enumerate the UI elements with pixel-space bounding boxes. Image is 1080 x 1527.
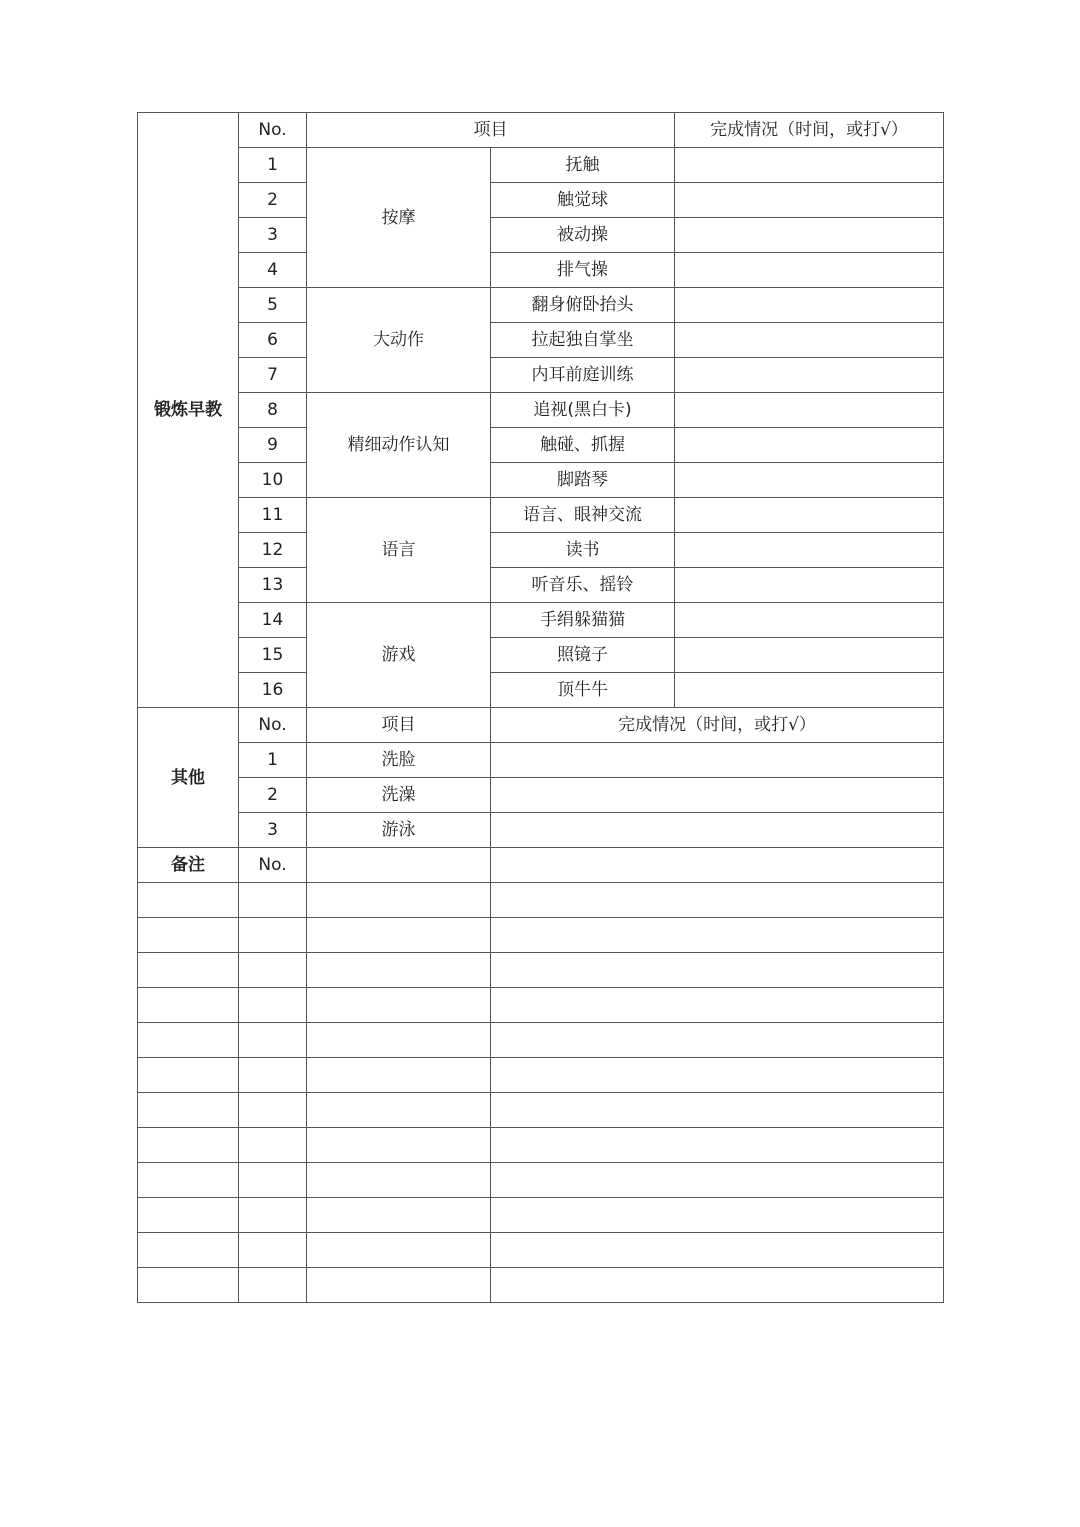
blank-cell-content[interactable] [491,953,944,988]
table-row [138,533,944,568]
blank-cell-section[interactable] [138,883,239,918]
table-row [138,813,944,848]
blank-note-row [138,1128,944,1163]
blank-cell-item[interactable] [307,1268,491,1303]
column-header-item: 项目 [307,708,491,743]
activity-cell: 追视(黑白卡) [491,393,675,428]
completion-cell[interactable] [491,778,944,813]
blank-cell-section[interactable] [138,1128,239,1163]
blank-cell-no[interactable] [239,1233,307,1268]
blank-note-row [138,1163,944,1198]
blank-cell-section[interactable] [138,1268,239,1303]
completion-cell[interactable] [675,533,944,568]
blank-cell-content[interactable] [491,1023,944,1058]
category-cell: 语言 [307,498,491,603]
blank-cell-section[interactable] [138,1198,239,1233]
activity-cell: 顶牛牛 [491,673,675,708]
notes-blank-rows [138,883,944,1303]
activity-cell: 读书 [491,533,675,568]
row-number: 6 [239,323,307,358]
row-number: 3 [239,218,307,253]
activity-cell: 抚触 [491,148,675,183]
notes-item-cell[interactable] [307,848,491,883]
training-header-row [138,113,944,148]
blank-cell-content[interactable] [491,988,944,1023]
blank-cell-section[interactable] [138,918,239,953]
table-row [138,778,944,813]
blank-cell-item[interactable] [307,953,491,988]
blank-note-row [138,1233,944,1268]
blank-cell-no[interactable] [239,1058,307,1093]
blank-cell-item[interactable] [307,1023,491,1058]
table-row [138,428,944,463]
table-row [138,253,944,288]
table-row [138,358,944,393]
blank-cell-no[interactable] [239,1128,307,1163]
table-row [138,288,944,323]
column-header-no: No. [239,708,307,743]
activity-cell: 排气操 [491,253,675,288]
table-row [138,673,944,708]
blank-note-row [138,883,944,918]
completion-cell[interactable] [675,218,944,253]
blank-cell-no[interactable] [239,1268,307,1303]
blank-cell-no[interactable] [239,988,307,1023]
blank-cell-item[interactable] [307,1163,491,1198]
other-header-row [138,708,944,743]
completion-cell[interactable] [675,673,944,708]
completion-cell[interactable] [675,463,944,498]
completion-cell[interactable] [675,393,944,428]
row-number: 10 [239,463,307,498]
blank-note-row [138,1093,944,1128]
completion-cell[interactable] [675,288,944,323]
blank-note-row [138,1023,944,1058]
blank-cell-item[interactable] [307,1198,491,1233]
blank-cell-content[interactable] [491,1233,944,1268]
blank-cell-content[interactable] [491,1128,944,1163]
activity-cell: 被动操 [491,218,675,253]
completion-cell[interactable] [675,428,944,463]
row-number: 14 [239,603,307,638]
row-number: 3 [239,813,307,848]
row-number: 11 [239,498,307,533]
blank-cell-no[interactable] [239,1163,307,1198]
notes-content-cell[interactable] [491,848,944,883]
completion-cell[interactable] [675,148,944,183]
completion-cell[interactable] [675,603,944,638]
column-header-no: No. [239,113,307,148]
column-header-no: No. [239,848,307,883]
activity-cell: 翻身俯卧抬头 [491,288,675,323]
blank-cell-section[interactable] [138,1058,239,1093]
column-header-status: 完成情况（时间，或打√） [491,708,944,743]
column-header-status: 完成情况（时间，或打√） [675,113,944,148]
blank-note-row [138,1058,944,1093]
blank-cell-no[interactable] [239,1023,307,1058]
blank-cell-section[interactable] [138,953,239,988]
activity-cell: 触觉球 [491,183,675,218]
blank-cell-no[interactable] [239,918,307,953]
blank-cell-content[interactable] [491,1093,944,1128]
completion-cell[interactable] [675,498,944,533]
activity-cell: 拉起独自掌坐 [491,323,675,358]
completion-cell[interactable] [675,638,944,673]
row-number: 13 [239,568,307,603]
blank-cell-content[interactable] [491,1058,944,1093]
table-row [138,218,944,253]
activity-cell: 内耳前庭训练 [491,358,675,393]
blank-cell-no[interactable] [239,1093,307,1128]
table-row [138,743,944,778]
section-label-other: 其他 [138,708,239,848]
activity-cell: 脚踏琴 [491,463,675,498]
row-number: 2 [239,183,307,218]
blank-note-row [138,988,944,1023]
activity-cell: 语言、眼神交流 [491,498,675,533]
blank-cell-content[interactable] [491,918,944,953]
blank-cell-no[interactable] [239,953,307,988]
blank-cell-item[interactable] [307,883,491,918]
category-cell: 按摩 [307,148,491,288]
completion-cell[interactable] [675,183,944,218]
row-number: 1 [239,743,307,778]
notes-header-row [138,848,944,883]
blank-note-row [138,953,944,988]
table-row [138,638,944,673]
table-row [138,148,944,183]
activity-cell: 洗澡 [307,778,491,813]
activity-cell: 听音乐、摇铃 [491,568,675,603]
category-cell: 大动作 [307,288,491,393]
blank-note-row [138,1198,944,1233]
row-number: 7 [239,358,307,393]
blank-cell-section[interactable] [138,1163,239,1198]
column-header-item: 项目 [307,113,675,148]
activity-cell: 游泳 [307,813,491,848]
blank-cell-item[interactable] [307,988,491,1023]
blank-cell-no[interactable] [239,1198,307,1233]
blank-note-row [138,918,944,953]
row-number: 5 [239,288,307,323]
early-education-record-table [137,112,944,1303]
blank-cell-no[interactable] [239,883,307,918]
row-number: 8 [239,393,307,428]
completion-cell[interactable] [675,568,944,603]
table-row [138,183,944,218]
completion-cell[interactable] [675,358,944,393]
blank-cell-section[interactable] [138,1093,239,1128]
table-row [138,463,944,498]
blank-cell-content[interactable] [491,1268,944,1303]
row-number: 15 [239,638,307,673]
table-row [138,393,944,428]
section-label-notes: 备注 [138,848,239,883]
completion-cell[interactable] [675,253,944,288]
blank-cell-item[interactable] [307,1093,491,1128]
row-number: 12 [239,533,307,568]
completion-cell[interactable] [491,743,944,778]
row-number: 4 [239,253,307,288]
table-row [138,323,944,358]
activity-cell: 洗脸 [307,743,491,778]
blank-note-row [138,1268,944,1303]
completion-cell[interactable] [491,813,944,848]
row-number: 1 [239,148,307,183]
blank-cell-item[interactable] [307,1058,491,1093]
activity-cell: 手绢躲猫猫 [491,603,675,638]
activity-cell: 触碰、抓握 [491,428,675,463]
completion-cell[interactable] [675,323,944,358]
table-row [138,603,944,638]
blank-cell-content[interactable] [491,1163,944,1198]
table-row [138,568,944,603]
row-number: 9 [239,428,307,463]
blank-cell-item[interactable] [307,1233,491,1268]
category-cell: 游戏 [307,603,491,708]
section-label-training: 锻炼早教 [138,113,239,708]
blank-cell-section[interactable] [138,1233,239,1268]
category-cell: 精细动作认知 [307,393,491,498]
row-number: 2 [239,778,307,813]
row-number: 16 [239,673,307,708]
blank-cell-item[interactable] [307,918,491,953]
blank-cell-item[interactable] [307,1128,491,1163]
blank-cell-section[interactable] [138,1023,239,1058]
blank-cell-content[interactable] [491,1198,944,1233]
blank-cell-content[interactable] [491,883,944,918]
blank-cell-section[interactable] [138,988,239,1023]
table-row [138,498,944,533]
activity-cell: 照镜子 [491,638,675,673]
